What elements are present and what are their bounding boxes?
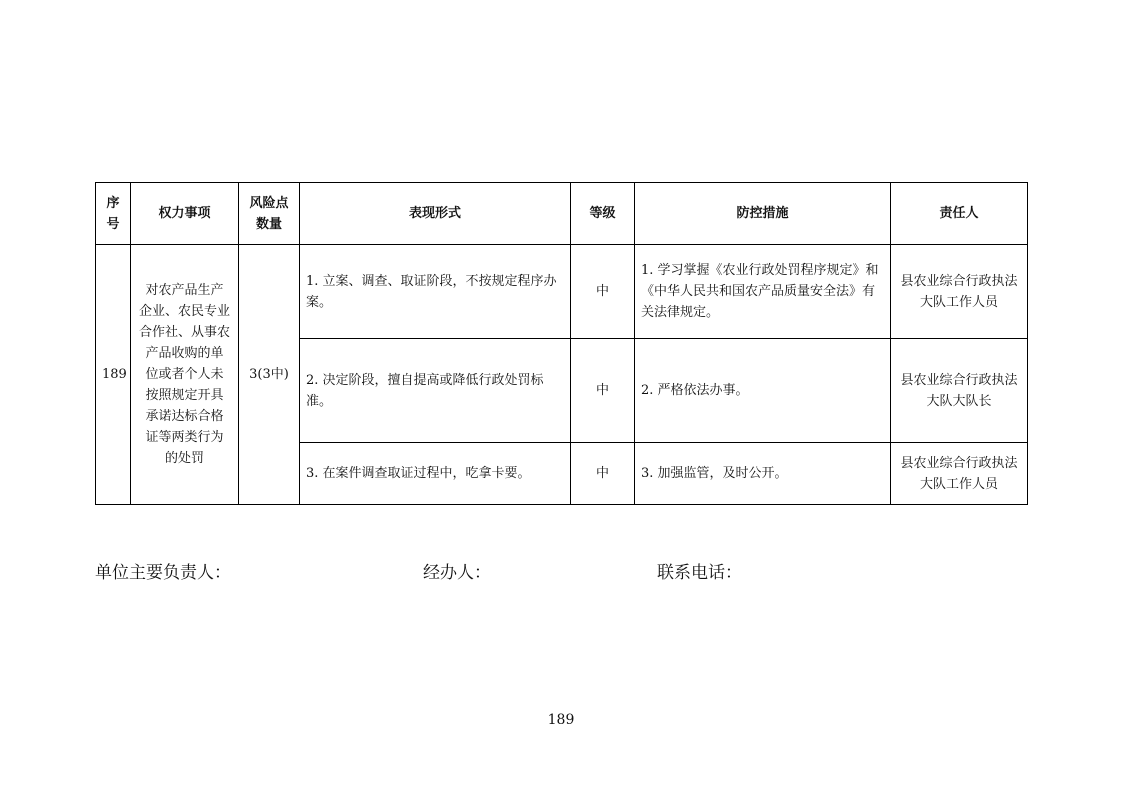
footer-handler-label: 经办人： (423, 563, 491, 583)
cell-responsible: 县农业综合行政执法大队工作人员 (891, 443, 1028, 505)
power-item-line: 对农产品生产 (145, 283, 224, 298)
page-number: 189 (547, 712, 575, 728)
risk-table (95, 182, 1028, 505)
table-row (96, 245, 1028, 339)
header-seq (96, 183, 131, 245)
header-risk-count-line2: 数量 (255, 216, 282, 232)
cell-form: 3. 在案件调查取证过程中，吃拿卡要。 (300, 443, 571, 505)
header-risk-count (239, 183, 300, 245)
cell-seq: 189 (96, 245, 131, 505)
power-item-line: 的处罚 (164, 451, 204, 466)
power-item-line: 合作社、从事农 (138, 325, 230, 340)
power-item-line: 产品收购的单 (145, 346, 224, 361)
cell-responsible: 县农业综合行政执法大队大队长 (891, 339, 1028, 443)
header-seq-line1: 序 (106, 195, 120, 211)
cell-form: 1. 立案、调查、取证阶段，不按规定程序办案。 (300, 245, 571, 339)
footer-leader-label: 单位主要负责人： (95, 563, 231, 583)
header-risk-count-line1: 风险点 (249, 195, 289, 211)
power-item-line: 证等两类行为 (145, 430, 224, 445)
power-item-line: 位或者个人未 (145, 367, 224, 382)
header-power-item: 权力事项 (131, 183, 239, 245)
cell-level: 中 (571, 443, 635, 505)
power-item-line: 承诺达标合格 (145, 409, 224, 424)
table-header-row (96, 183, 1028, 245)
header-measures: 防控措施 (635, 183, 891, 245)
power-item-line: 企业、农民专业 (138, 304, 230, 319)
cell-measures: 2. 严格依法办事。 (635, 339, 891, 443)
cell-risk-count: 3(3中) (239, 245, 300, 505)
cell-measures: 3. 加强监管，及时公开。 (635, 443, 891, 505)
cell-responsible: 县农业综合行政执法大队工作人员 (891, 245, 1028, 339)
footer-phone-label: 联系电话： (657, 563, 742, 583)
cell-form: 2. 决定阶段，擅自提高或降低行政处罚标准。 (300, 339, 571, 443)
header-responsible: 责任人 (891, 183, 1028, 245)
cell-power-item (131, 245, 239, 505)
header-seq-line2: 号 (106, 216, 120, 232)
power-item-line: 按照规定开具 (145, 388, 224, 403)
cell-measures: 1. 学习掌握《农业行政处罚程序规定》和《中华人民共和国农产品质量安全法》有关法律规定。 (635, 245, 891, 339)
cell-level: 中 (571, 245, 635, 339)
header-form: 表现形式 (300, 183, 571, 245)
cell-level: 中 (571, 339, 635, 443)
header-level: 等级 (571, 183, 635, 245)
